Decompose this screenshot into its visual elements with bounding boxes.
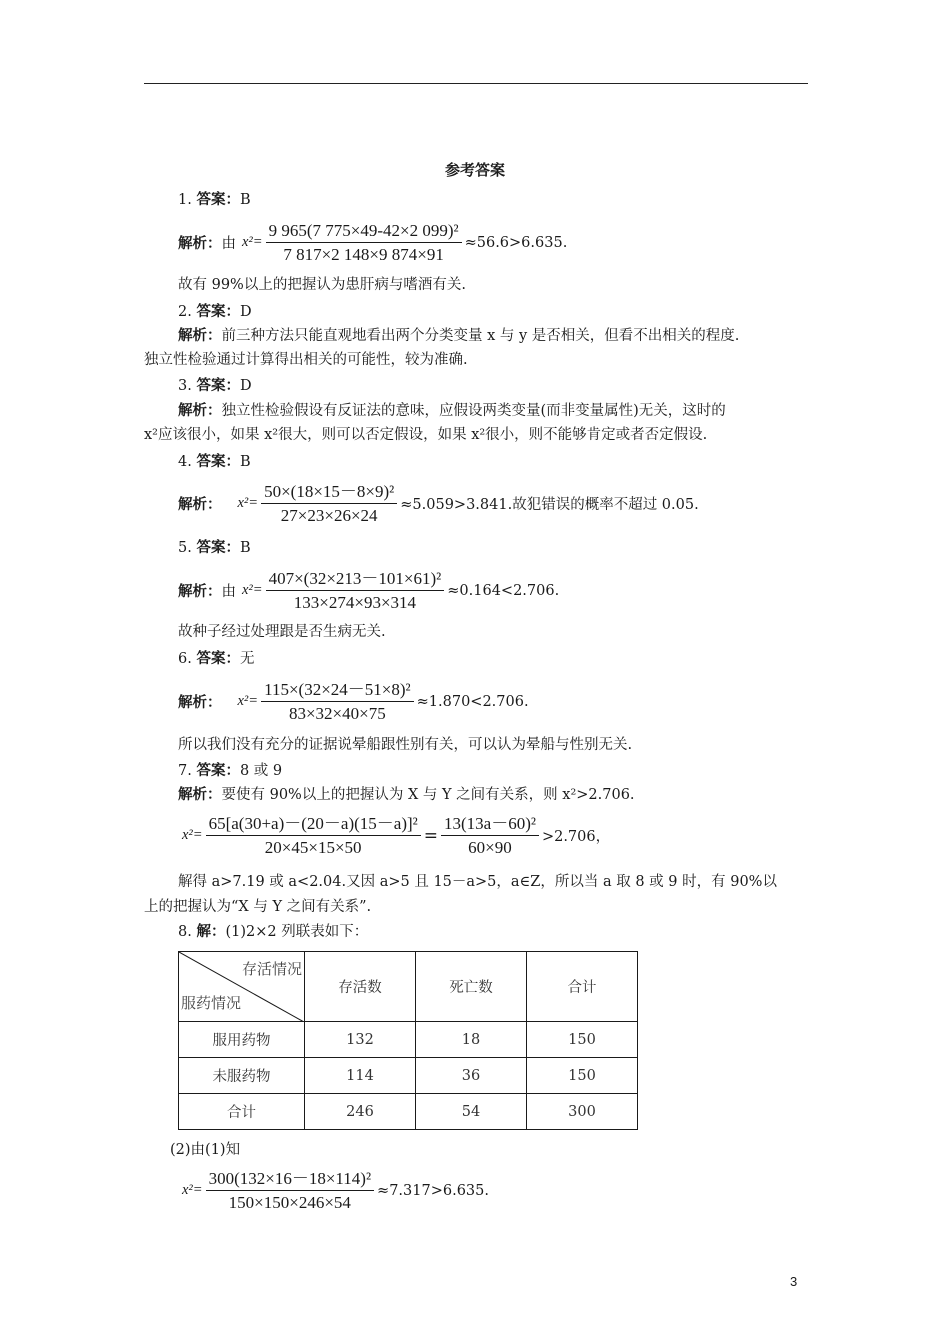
q1-lhs: x²=	[242, 234, 263, 250]
q1-number: 1.	[178, 192, 192, 208]
row-label: 合计	[179, 1094, 305, 1130]
q3-analysis-line2: x²应该很小，如果 x²很大，则可以否定假设，如果 x²很小，则不能够肯定或者否定假设.	[144, 427, 708, 443]
q1-note: 故有 99%以上的把握认为患肝病与嗜酒有关.	[178, 277, 466, 293]
q5-pre: 由	[221, 584, 236, 600]
row-label: 服用药物	[179, 1022, 305, 1058]
q1-rhs: ≈56.6>6.635.	[464, 234, 568, 251]
q7-analysis-label: 解析：	[178, 786, 222, 803]
q5-answer-label: 答案：	[196, 539, 240, 556]
table-header-row	[179, 952, 638, 1022]
q6-answer: 无	[239, 651, 255, 667]
q5-answer: B	[239, 540, 251, 556]
q8-intro: (1)2×2 列联表如下：	[225, 924, 369, 940]
q2-analysis-label: 解析：	[178, 327, 222, 344]
q4-lhs: x²=	[237, 495, 259, 511]
q1-answer: B	[239, 192, 251, 208]
q5-rhs: ≈0.164<2.706.	[447, 582, 560, 599]
table-cell: 300	[527, 1094, 638, 1130]
q7-numerator-2: 13(13a－60)²	[441, 813, 539, 836]
q4-fraction	[261, 481, 397, 526]
q2-answer-line	[178, 302, 252, 322]
q3-analysis-line1	[178, 401, 726, 421]
q1-analysis-label: 解析：	[178, 235, 222, 252]
q6-rhs: ≈1.870<2.706.	[416, 693, 529, 710]
q4-rhs: ≈5.059>3.841.故犯错误的概率不超过 0.05.	[400, 497, 699, 513]
q7-answer-label: 答案：	[196, 762, 240, 779]
q4-answer: B	[239, 454, 251, 470]
q7-fraction-2	[441, 813, 539, 858]
q6-numerator: 115×(32×24－51×8)²	[261, 679, 414, 702]
q4-number: 4.	[178, 454, 192, 470]
page-number: 3	[790, 1274, 798, 1289]
q7-answer: 8 或 9	[239, 763, 283, 779]
q3-number: 3.	[178, 378, 192, 394]
q2-number: 2.	[178, 304, 192, 320]
q4-denominator: 27×23×26×24	[280, 506, 378, 525]
q8-number: 8.	[178, 924, 192, 940]
q5-analysis-label: 解析：	[178, 583, 222, 600]
header-cell: 存活数	[305, 952, 416, 1022]
q3-analysis-label: 解析：	[178, 402, 222, 419]
q6-denominator: 83×32×40×75	[288, 704, 386, 723]
q6-fraction	[261, 679, 414, 724]
table-row	[179, 1094, 638, 1130]
q8-solution-label: 解：	[196, 923, 226, 940]
contingency-table	[178, 951, 638, 1130]
q7-numerator-1: 65[a(30+a)－(20－a)(15－a)]²	[206, 813, 421, 836]
q7-rhs: >2.706，	[541, 829, 611, 845]
table-cell: 150	[527, 1058, 638, 1094]
q1-denominator: 7 817×2 148×9 874×91	[283, 245, 444, 264]
q5-answer-line	[178, 538, 251, 558]
q8-denominator: 150×150×246×54	[228, 1193, 351, 1212]
q6-lhs: x²=	[237, 693, 259, 709]
q7-formula	[182, 813, 610, 858]
q1-fraction	[266, 220, 462, 265]
q7-equals: =	[423, 825, 438, 846]
q4-answer-label: 答案：	[196, 453, 240, 470]
q5-lhs: x²=	[242, 582, 263, 598]
q4-formula	[178, 481, 699, 526]
q2-answer: D	[239, 304, 252, 320]
q8-lhs: x²=	[182, 1182, 203, 1198]
q8-part2: (2)由(1)知	[170, 1142, 241, 1158]
q8-numerator: 300(132×16－18×114)²	[206, 1168, 374, 1191]
q6-answer-label: 答案：	[196, 650, 240, 667]
diag-bottom-label: 服药情况	[181, 994, 242, 1012]
q7-lhs: x²=	[182, 827, 203, 843]
q8-formula	[182, 1168, 489, 1213]
q5-number: 5.	[178, 540, 192, 556]
table-cell: 36	[416, 1058, 527, 1094]
q1-answer-label: 答案：	[196, 191, 240, 208]
page-title: 参考答案	[444, 161, 505, 179]
q1-formula	[178, 220, 567, 265]
q4-answer-line	[178, 452, 251, 472]
table-row	[179, 1058, 638, 1094]
q4-numerator: 50×(18×15－8×9)²	[261, 481, 397, 504]
q7-analysis-line2: 解得 a>7.19 或 a<2.04.又因 a>5 且 15－a>5，a∈Z，所以当 a 取 8 或 9 时，有 90%以	[178, 874, 777, 890]
table-cell: 150	[527, 1022, 638, 1058]
q5-fraction	[266, 568, 445, 613]
q7-analysis-line1	[178, 785, 635, 805]
table-diagonal-header	[179, 952, 305, 1022]
row-label: 未服药物	[179, 1058, 305, 1094]
table-cell: 54	[416, 1094, 527, 1130]
header-cell: 合计	[527, 952, 638, 1022]
q3-answer-label: 答案：	[196, 377, 240, 394]
q4-analysis-label: 解析：	[178, 496, 222, 513]
q3-answer: D	[239, 378, 252, 394]
q7-answer-line	[178, 761, 282, 781]
q8-rhs: ≈7.317>6.635.	[377, 1182, 489, 1199]
header-rule	[144, 83, 808, 84]
table-row	[179, 1022, 638, 1058]
q1-numerator: 9 965(7 775×49-42×2 099)²	[266, 220, 462, 243]
q7-fraction-1	[206, 813, 421, 858]
q6-answer-line	[178, 649, 254, 669]
q1-answer-line	[178, 190, 251, 210]
q5-formula	[178, 568, 559, 613]
q2-analysis-line2: 独立性检验通过计算得出相关的可能性，较为准确.	[144, 352, 468, 368]
q7-number: 7.	[178, 763, 192, 779]
q7-analysis-line3: 上的把握认为“X 与 Y 之间有关系”.	[144, 899, 372, 915]
table-cell: 114	[305, 1058, 416, 1094]
q2-analysis-line1	[178, 326, 739, 346]
q8-head-line	[178, 922, 368, 942]
table-cell: 18	[416, 1022, 527, 1058]
q1-pre: 由	[221, 236, 236, 252]
q3-answer-line	[178, 376, 252, 396]
table-cell: 132	[305, 1022, 416, 1058]
q7-denominator-1: 20×45×15×50	[264, 838, 362, 857]
q5-note: 故种子经过处理跟是否生病无关.	[178, 624, 386, 640]
q2-text1: 前三种方法只能直观地看出两个分类变量 x 与 y 是否相关，但看不出相关的程度.	[221, 328, 740, 344]
q6-analysis-label: 解析：	[178, 694, 222, 711]
q7-denominator-2: 60×90	[468, 838, 512, 857]
q7-text1: 要使有 90%以上的把握认为 X 与 Y 之间有关系，则 x²>2.706.	[221, 787, 635, 803]
q6-number: 6.	[178, 651, 192, 667]
q6-note: 所以我们没有充分的证据说晕船跟性别有关，可以认为晕船与性别无关.	[178, 737, 633, 753]
q3-text1: 独立性检验假设有反证法的意味，应假设两类变量(而非变量属性)无关，这时的	[221, 403, 726, 419]
q8-fraction	[206, 1168, 374, 1213]
q5-denominator: 133×274×93×314	[293, 593, 417, 612]
table-cell: 246	[305, 1094, 416, 1130]
q2-answer-label: 答案：	[196, 303, 240, 320]
diag-top-label: 存活情况	[241, 960, 302, 978]
q6-formula	[178, 679, 529, 724]
header-cell: 死亡数	[416, 952, 527, 1022]
q5-numerator: 407×(32×213－101×61)²	[266, 568, 445, 591]
